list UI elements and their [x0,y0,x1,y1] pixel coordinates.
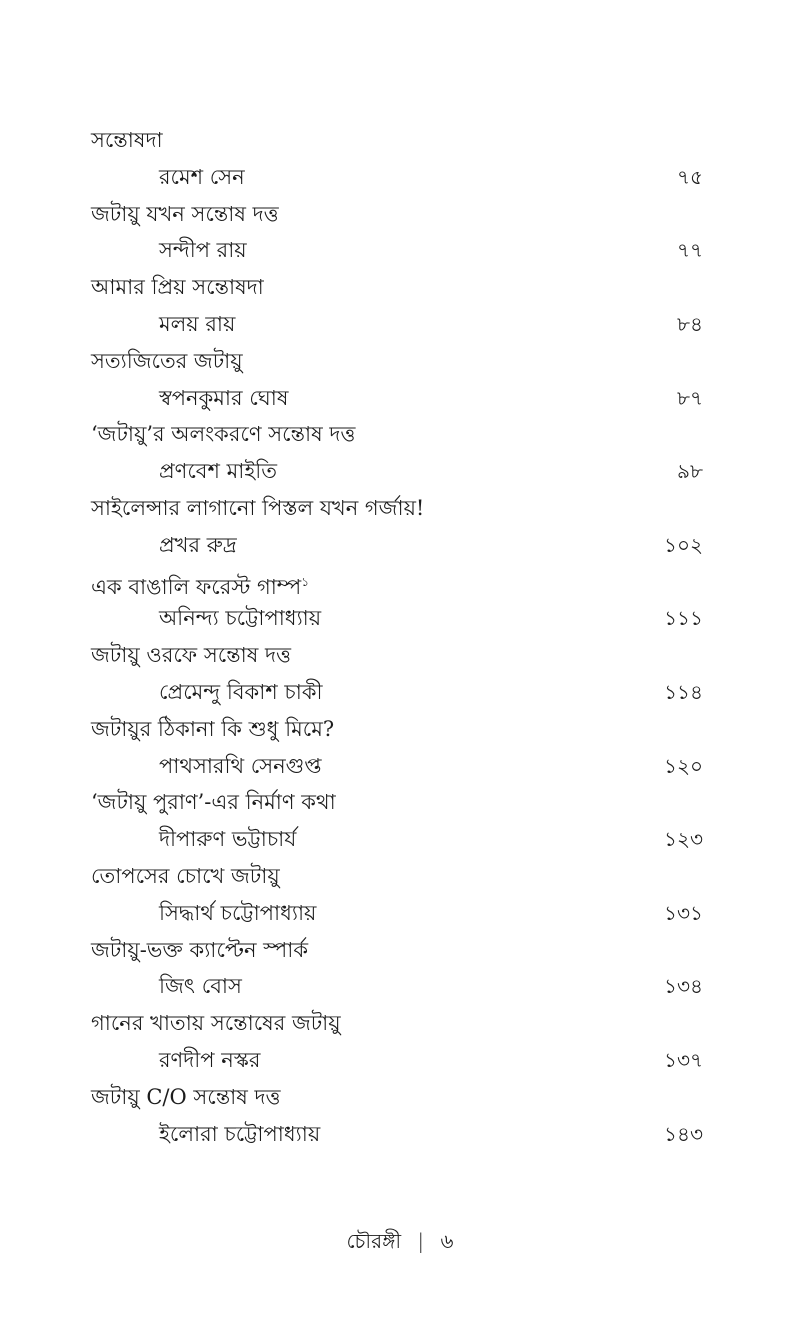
entry-author: রমেশ সেন [159,164,245,189]
entry-author-row [91,159,703,196]
entry-title: ‘জটায়ু পুরাণ’-এর নির্মাণ কথা [91,790,336,815]
entry-author-row [91,968,703,1005]
toc-entry [91,343,703,417]
entry-author: প্রেমেন্দু বিকাশ চাকী [159,679,323,704]
entry-title: আমার প্রিয় সন্তোষদা [91,275,264,300]
toc-entry [91,932,703,1006]
page-number: ৬ [440,1229,454,1253]
entry-author: প্রণবেশ মাইতি [159,459,278,484]
entry-page-number: ১১১ [664,606,703,631]
entry-page-number: ৮৭ [677,385,703,410]
toc-entry [91,1079,703,1153]
entry-title: গানের খাতায় সন্তোষের জটায়ু [91,1011,341,1036]
entry-page-number: ১৪৩ [664,1121,703,1146]
entry-author: মলয় রায় [159,311,236,336]
toc-entry [91,858,703,932]
entry-author-row [91,1042,703,1079]
entry-title: জটায়ু-ভক্ত ক্যাপ্টেন স্পার্ক [91,937,309,962]
entry-title: সন্তোষদা [91,128,163,152]
entry-page-number: ১২০ [664,753,703,778]
table-of-contents [91,122,703,1152]
entry-author: দীপারুণ ভট্টাচার্য [159,827,297,852]
entry-author-row [91,306,703,343]
footnote-marker: ১ [301,574,309,589]
entry-author: সন্দীপ রায় [159,238,247,263]
entry-title: সাইলেন্সার লাগানো পিস্তল যখন গর্জায়! [91,495,425,520]
entry-page-number: ১১৪ [664,679,703,704]
entry-author-row [91,674,703,711]
toc-entry [91,784,703,858]
entry-author-row [91,232,703,269]
toc-entry [91,269,703,343]
toc-entry [91,122,703,196]
entry-author: ইলোরা চট্টোপাধ্যায় [159,1121,321,1146]
entry-author: স্বপনকুমার ঘোষ [159,385,289,410]
entry-author-row [91,380,703,417]
toc-entry [91,637,703,711]
entry-title: ‘জটায়ু’র অলংকরণে সন্তোষ দত্ত [91,422,356,447]
entry-title: জটায়ুর ঠিকানা কি শুধু মিমে? [91,716,335,741]
page-footer [0,1224,800,1258]
toc-entry [91,196,703,270]
toc-entry [91,1005,703,1079]
book-title: চৌরঙ্গী [346,1229,402,1253]
entry-page-number: ৮৪ [677,311,703,336]
toc-entry [91,564,703,638]
entry-title [91,564,703,601]
entry-title: জটায়ু C/O সন্তোষ দত্ত [91,1084,281,1109]
entry-author: জিৎ বোস [159,974,242,999]
toc-entry [91,490,703,564]
entry-page-number: ১০২ [664,532,703,557]
entry-author-row [91,527,703,564]
entry-author-row [91,453,703,490]
entry-author: প্রখর রুদ্র [159,532,237,557]
entry-title: জটায়ু ওরফে সন্তোষ দত্ত [91,643,292,668]
entry-title: সত্যজিতের জটায়ু [91,348,243,373]
entry-author: অনিন্দ্য চট্টোপাধ্যায় [159,606,322,631]
entry-page-number: ৭৫ [677,164,703,189]
entry-author: রণদীপ নস্কর [159,1047,261,1072]
entry-page-number: ১৩৭ [664,1047,703,1072]
entry-author: সিদ্ধার্থ চট্টোপাধ্যায় [159,900,317,925]
entry-author-row [91,821,703,858]
entry-title-text: এক বাঙালি ফরেস্ট গাম্প [91,574,302,599]
entry-author-row [91,600,703,637]
entry-page-number: ১৩৪ [664,974,703,999]
entry-author-row [91,895,703,932]
toc-entry [91,711,703,785]
entry-author: পাথসারথি সেনগুপ্ত [159,753,322,778]
entry-title: জটায়ু যখন সন্তোষ দত্ত [91,201,279,226]
entry-page-number: ১২৩ [664,827,703,852]
entry-author-row [91,748,703,785]
entry-page-number: ৯৮ [677,459,703,484]
footer-separator: | [417,1229,425,1253]
entry-title: তোপসের চোখে জটায়ু [91,863,280,888]
entry-page-number: ১৩১ [664,900,703,925]
toc-entry [91,416,703,490]
entry-author-row [91,1116,703,1153]
entry-page-number: ৭৭ [676,238,703,263]
